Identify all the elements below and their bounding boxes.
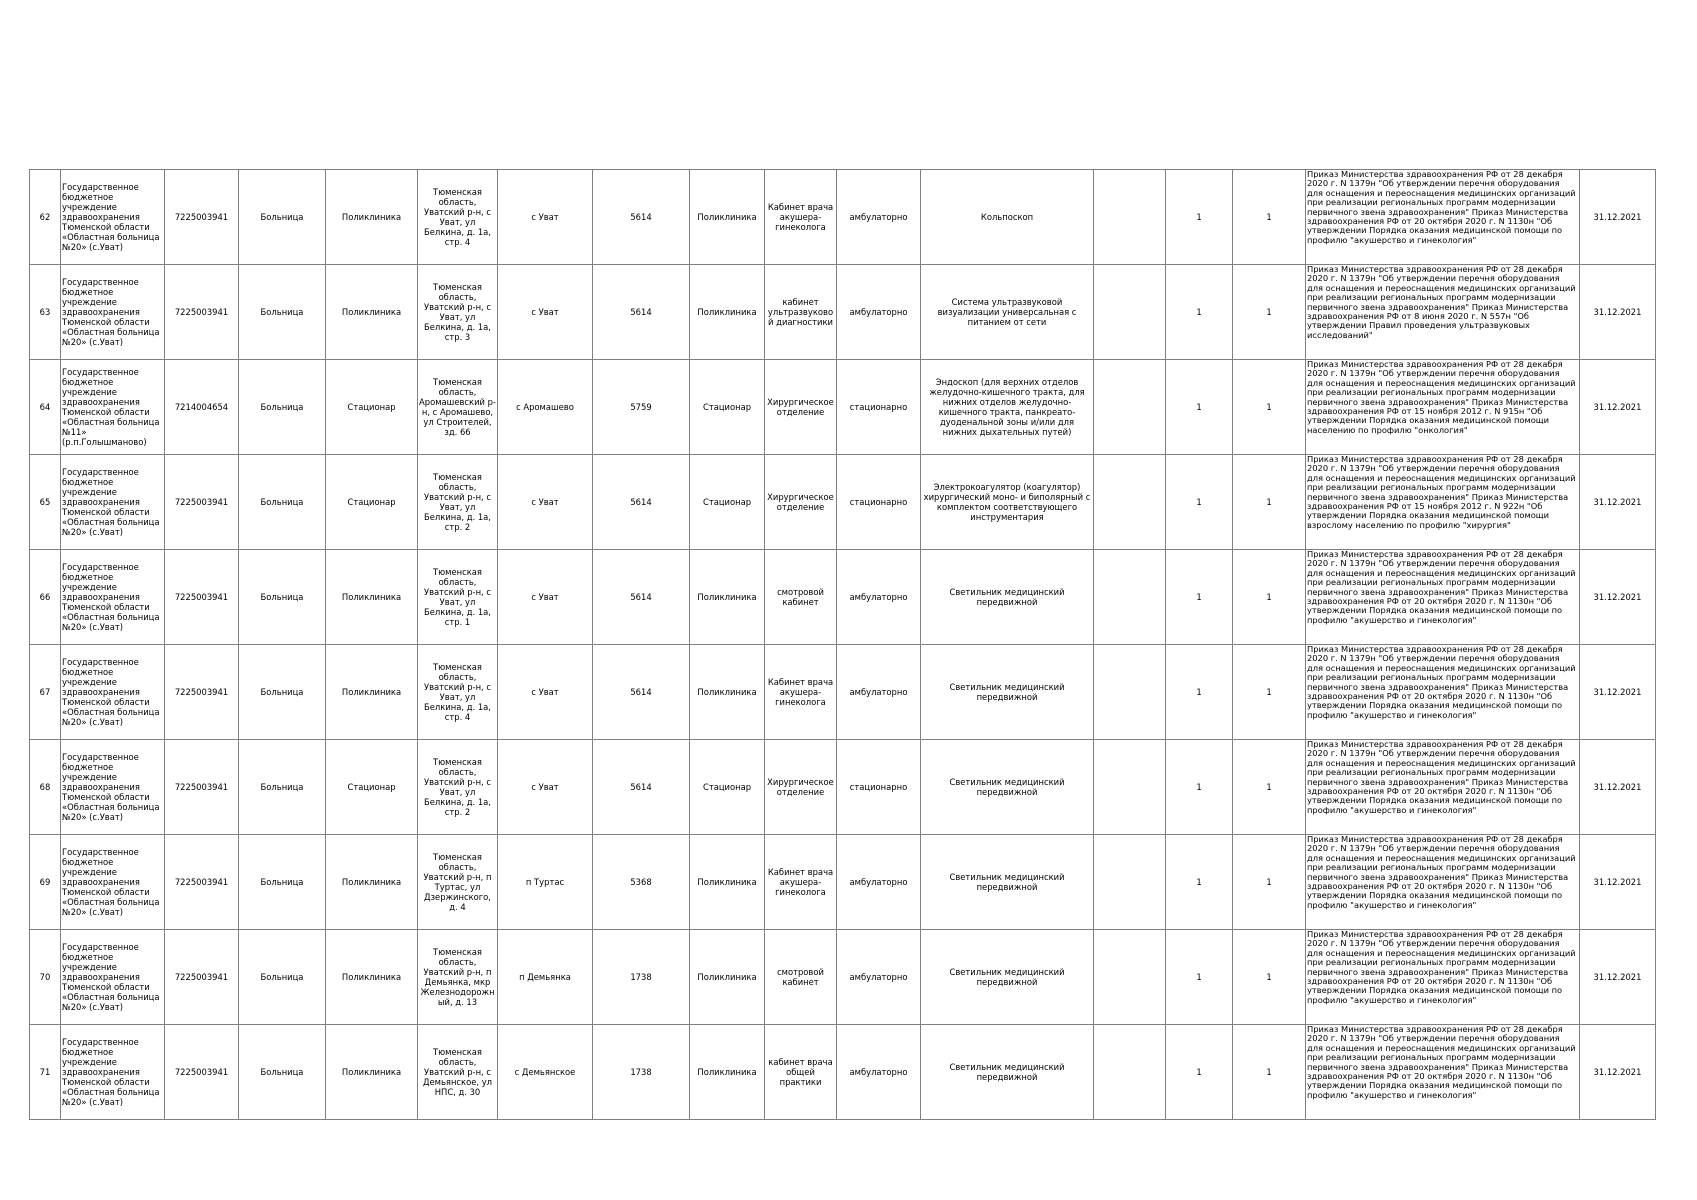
row-number-cell: 68 xyxy=(30,740,61,835)
organization-cell: Государственное бюджетное учреждение здравоохранения Тюменской области «Областная больница №20» (с.Уват) xyxy=(61,265,165,360)
equipment-cell: Электрокоагулятор (коагулятор) хирургический моно- и биполярный с комплектом соответствующего инструментария xyxy=(921,455,1094,550)
empty-cell xyxy=(1094,360,1166,455)
row-number-cell: 62 xyxy=(30,170,61,265)
equipment-cell: Светильник медицинский передвижной xyxy=(921,1025,1094,1120)
division-cell: Поликлиника xyxy=(326,170,418,265)
organization-cell: Государственное бюджетное учреждение здравоохранения Тюменской области «Областная больница №20» (с.Уват) xyxy=(61,645,165,740)
row-number-cell: 71 xyxy=(30,1025,61,1120)
date-cell: 31.12.2021 xyxy=(1580,740,1656,835)
organization-cell: Государственное бюджетное учреждение здравоохранения Тюменской области «Областная больница №20» (с.Уват) xyxy=(61,740,165,835)
date-cell: 31.12.2021 xyxy=(1580,645,1656,740)
inn-cell: 7225003941 xyxy=(165,835,239,930)
address-cell: Тюменская область, Уватский р-н, с Уват, ул Белкина, д. 1а, стр. 2 xyxy=(418,455,498,550)
division-cell: Поликлиника xyxy=(326,265,418,360)
equipment-cell: Светильник медицинский передвижной xyxy=(921,645,1094,740)
unit-cell: Стационар xyxy=(690,740,765,835)
quantity-cell: 1 xyxy=(1166,170,1233,265)
table-row xyxy=(30,1025,1656,1120)
unit-cell: Поликлиника xyxy=(690,645,765,740)
empty-cell xyxy=(1094,455,1166,550)
table-row xyxy=(30,265,1656,360)
facility-type-cell: Больница xyxy=(239,835,326,930)
address-cell: Тюменская область, Уватский р-н, с Уват, ул Белкина, д. 1а, стр. 4 xyxy=(418,170,498,265)
settlement-cell: с Уват xyxy=(498,645,593,740)
settlement-cell: п Демьянка xyxy=(498,930,593,1025)
division-cell: Поликлиника xyxy=(326,645,418,740)
table-row xyxy=(30,645,1656,740)
room-cell: Кабинет врача акушера-гинеколога xyxy=(765,835,837,930)
empty-cell xyxy=(1094,740,1166,835)
care-form-cell: стационарно xyxy=(837,455,921,550)
room-cell: Хирургическое отделение xyxy=(765,740,837,835)
code-cell: 5614 xyxy=(593,645,690,740)
settlement-cell: с Уват xyxy=(498,740,593,835)
order-reference-cell: Приказ Министерства здравоохранения РФ от 28 декабря 2020 г. N 1379н "Об утверждении перечня оборудования для оснащения и переоснащения медицинских организаций при реализации региональных программ модернизации первичного звена здравоохранения" Приказ Министерства здравоохранения РФ от 20 октября 2020 г. N 1130н "Об утверждении Порядка оказания медицинской помощи по профилю "акушерство и гинекология" xyxy=(1306,550,1580,645)
quantity-cell: 1 xyxy=(1166,645,1233,740)
address-cell: Тюменская область, Аромашевский р-н, с Аромашево, ул Строителей, зд. 66 xyxy=(418,360,498,455)
order-reference-cell: Приказ Министерства здравоохранения РФ от 28 декабря 2020 г. N 1379н "Об утверждении перечня оборудования для оснащения и переоснащения медицинских организаций при реализации региональных программ модернизации первичного звена здравоохранения" Приказ Министерства здравоохранения РФ от 20 октября 2020 г. N 1130н "Об утверждении Порядка оказания медицинской помощи по профилю "акушерство и гинекология" xyxy=(1306,930,1580,1025)
care-form-cell: амбулаторно xyxy=(837,1025,921,1120)
settlement-cell: с Уват xyxy=(498,170,593,265)
settlement-cell: с Уват xyxy=(498,550,593,645)
equipment-cell: Светильник медицинский передвижной xyxy=(921,930,1094,1025)
organization-cell: Государственное бюджетное учреждение здравоохранения Тюменской области «Областная больница №20» (с.Уват) xyxy=(61,930,165,1025)
facility-type-cell: Больница xyxy=(239,170,326,265)
table-row xyxy=(30,740,1656,835)
table-row xyxy=(30,455,1656,550)
order-reference-cell: Приказ Министерства здравоохранения РФ от 28 декабря 2020 г. N 1379н "Об утверждении перечня оборудования для оснащения и переоснащения медицинских организаций при реализации региональных программ модернизации первичного звена здравоохранения" Приказ Министерства здравоохранения РФ от 15 ноября 2012 г. N 915н "Об утверждении Порядка оказания медицинской помощи населению по профилю "онкология" xyxy=(1306,360,1580,455)
facility-type-cell: Больница xyxy=(239,645,326,740)
order-reference-cell: Приказ Министерства здравоохранения РФ от 28 декабря 2020 г. N 1379н "Об утверждении перечня оборудования для оснащения и переоснащения медицинских организаций при реализации региональных программ модернизации первичного звена здравоохранения" Приказ Министерства здравоохранения РФ от 8 июня 2020 г. N 557н "Об утверждении Правил проведения ультразвуковых исследований" xyxy=(1306,265,1580,360)
address-cell: Тюменская область, Уватский р-н, с Демьянское, ул НПС, д. 30 xyxy=(418,1025,498,1120)
facility-type-cell: Больница xyxy=(239,930,326,1025)
room-cell: Кабинет врача акушера-гинеколога xyxy=(765,645,837,740)
row-number-cell: 69 xyxy=(30,835,61,930)
room-cell: Хирургическое отделение xyxy=(765,360,837,455)
equipment-cell: Кольпоскоп xyxy=(921,170,1094,265)
address-cell: Тюменская область, Уватский р-н, с Уват, ул Белкина, д. 1а, стр. 4 xyxy=(418,645,498,740)
care-form-cell: амбулаторно xyxy=(837,550,921,645)
division-cell: Поликлиника xyxy=(326,550,418,645)
unit-cell: Стационар xyxy=(690,360,765,455)
organization-cell: Государственное бюджетное учреждение здравоохранения Тюменской области «Областная больница №20» (с.Уват) xyxy=(61,835,165,930)
date-cell: 31.12.2021 xyxy=(1580,930,1656,1025)
empty-cell xyxy=(1094,930,1166,1025)
quantity-cell: 1 xyxy=(1233,550,1306,645)
quantity-cell: 1 xyxy=(1233,265,1306,360)
order-reference-cell: Приказ Министерства здравоохранения РФ от 28 декабря 2020 г. N 1379н "Об утверждении перечня оборудования для оснащения и переоснащения медицинских организаций при реализации региональных программ модернизации первичного звена здравоохранения" Приказ Министерства здравоохранения РФ от 20 октября 2020 г. N 1130н "Об утверждении Порядка оказания медицинской помощи по профилю "акушерство и гинекология" xyxy=(1306,645,1580,740)
quantity-cell: 1 xyxy=(1233,930,1306,1025)
care-form-cell: амбулаторно xyxy=(837,170,921,265)
row-number-cell: 63 xyxy=(30,265,61,360)
facility-type-cell: Больница xyxy=(239,740,326,835)
table-row xyxy=(30,360,1656,455)
row-number-cell: 67 xyxy=(30,645,61,740)
quantity-cell: 1 xyxy=(1233,455,1306,550)
division-cell: Стационар xyxy=(326,455,418,550)
unit-cell: Поликлиника xyxy=(690,835,765,930)
quantity-cell: 1 xyxy=(1166,265,1233,360)
division-cell: Стационар xyxy=(326,740,418,835)
code-cell: 1738 xyxy=(593,1025,690,1120)
equipment-table xyxy=(29,169,1656,1120)
quantity-cell: 1 xyxy=(1233,645,1306,740)
division-cell: Поликлиника xyxy=(326,1025,418,1120)
table-row xyxy=(30,550,1656,645)
quantity-cell: 1 xyxy=(1233,740,1306,835)
inn-cell: 7225003941 xyxy=(165,455,239,550)
inn-cell: 7225003941 xyxy=(165,645,239,740)
quantity-cell: 1 xyxy=(1233,835,1306,930)
address-cell: Тюменская область, Уватский р-н, с Уват, ул Белкина, д. 1а, стр. 3 xyxy=(418,265,498,360)
address-cell: Тюменская область, Уватский р-н, с Уват, ул Белкина, д. 1а, стр. 1 xyxy=(418,550,498,645)
code-cell: 5759 xyxy=(593,360,690,455)
row-number-cell: 64 xyxy=(30,360,61,455)
inn-cell: 7225003941 xyxy=(165,740,239,835)
address-cell: Тюменская область, Уватский р-н, п Туртас, ул Дзержинского, д. 4 xyxy=(418,835,498,930)
code-cell: 5614 xyxy=(593,265,690,360)
settlement-cell: с Уват xyxy=(498,455,593,550)
care-form-cell: амбулаторно xyxy=(837,645,921,740)
settlement-cell: с Демьянское xyxy=(498,1025,593,1120)
division-cell: Поликлиника xyxy=(326,835,418,930)
facility-type-cell: Больница xyxy=(239,455,326,550)
order-reference-cell: Приказ Министерства здравоохранения РФ от 28 декабря 2020 г. N 1379н "Об утверждении перечня оборудования для оснащения и переоснащения медицинских организаций при реализации региональных программ модернизации первичного звена здравоохранения" Приказ Министерства здравоохранения РФ от 20 октября 2020 г. N 1130н "Об утверждении Порядка оказания медицинской помощи по профилю "акушерство и гинекология" xyxy=(1306,1025,1580,1120)
room-cell: кабинет врача общей практики xyxy=(765,1025,837,1120)
unit-cell: Поликлиника xyxy=(690,170,765,265)
care-form-cell: амбулаторно xyxy=(837,930,921,1025)
inn-cell: 7225003941 xyxy=(165,170,239,265)
address-cell: Тюменская область, Уватский р-н, с Уват, ул Белкина, д. 1а, стр. 2 xyxy=(418,740,498,835)
inn-cell: 7225003941 xyxy=(165,1025,239,1120)
code-cell: 1738 xyxy=(593,930,690,1025)
order-reference-cell: Приказ Министерства здравоохранения РФ от 28 декабря 2020 г. N 1379н "Об утверждении перечня оборудования для оснащения и переоснащения медицинских организаций при реализации региональных программ модернизации первичного звена здравоохранения" Приказ Министерства здравоохранения РФ от 20 октября 2020 г. N 1130н "Об утверждении Порядка оказания медицинской помощи по профилю "акушерство и гинекология" xyxy=(1306,835,1580,930)
organization-cell: Государственное бюджетное учреждение здравоохранения Тюменской области «Областная больница №20» (с.Уват) xyxy=(61,550,165,645)
empty-cell xyxy=(1094,265,1166,360)
care-form-cell: стационарно xyxy=(837,360,921,455)
code-cell: 5614 xyxy=(593,170,690,265)
quantity-cell: 1 xyxy=(1166,1025,1233,1120)
date-cell: 31.12.2021 xyxy=(1580,360,1656,455)
equipment-cell: Светильник медицинский передвижной xyxy=(921,740,1094,835)
empty-cell xyxy=(1094,835,1166,930)
quantity-cell: 1 xyxy=(1166,360,1233,455)
date-cell: 31.12.2021 xyxy=(1580,455,1656,550)
equipment-cell: Эндоскоп (для верхних отделов желудочно-кишечного тракта, для нижних отделов желудочно-кишечного тракта, панкреато-дуоденальной зоны и/или для нижних дыхательных путей) xyxy=(921,360,1094,455)
quantity-cell: 1 xyxy=(1166,740,1233,835)
organization-cell: Государственное бюджетное учреждение здравоохранения Тюменской области «Областная больница №11» (р.п.Голышманово) xyxy=(61,360,165,455)
division-cell: Поликлиника xyxy=(326,930,418,1025)
quantity-cell: 1 xyxy=(1166,930,1233,1025)
facility-type-cell: Больница xyxy=(239,1025,326,1120)
settlement-cell: с Уват xyxy=(498,265,593,360)
unit-cell: Поликлиника xyxy=(690,930,765,1025)
quantity-cell: 1 xyxy=(1233,170,1306,265)
organization-cell: Государственное бюджетное учреждение здравоохранения Тюменской области «Областная больница №20» (с.Уват) xyxy=(61,455,165,550)
inn-cell: 7225003941 xyxy=(165,550,239,645)
code-cell: 5368 xyxy=(593,835,690,930)
address-cell: Тюменская область, Уватский р-н, п Демьянка, мкр Железнодорожный, д. 13 xyxy=(418,930,498,1025)
date-cell: 31.12.2021 xyxy=(1580,265,1656,360)
quantity-cell: 1 xyxy=(1233,360,1306,455)
organization-cell: Государственное бюджетное учреждение здравоохранения Тюменской области «Областная больница №20» (с.Уват) xyxy=(61,170,165,265)
room-cell: кабинет ультразвуково й диагностики xyxy=(765,265,837,360)
unit-cell: Поликлиника xyxy=(690,265,765,360)
quantity-cell: 1 xyxy=(1233,1025,1306,1120)
quantity-cell: 1 xyxy=(1166,455,1233,550)
facility-type-cell: Больница xyxy=(239,265,326,360)
unit-cell: Поликлиника xyxy=(690,1025,765,1120)
order-reference-cell: Приказ Министерства здравоохранения РФ от 28 декабря 2020 г. N 1379н "Об утверждении перечня оборудования для оснащения и переоснащения медицинских организаций при реализации региональных программ модернизации первичного звена здравоохранения" Приказ Министерства здравоохранения РФ от 20 октября 2020 г. N 1130н "Об утверждении Порядка оказания медицинской помощи по профилю "акушерство и гинекология" xyxy=(1306,170,1580,265)
room-cell: смотровой кабинет xyxy=(765,930,837,1025)
facility-type-cell: Больница xyxy=(239,360,326,455)
equipment-cell: Светильник медицинский передвижной xyxy=(921,550,1094,645)
empty-cell xyxy=(1094,645,1166,740)
table-row xyxy=(30,170,1656,265)
order-reference-cell: Приказ Министерства здравоохранения РФ от 28 декабря 2020 г. N 1379н "Об утверждении перечня оборудования для оснащения и переоснащения медицинских организаций при реализации региональных программ модернизации первичного звена здравоохранения" Приказ Министерства здравоохранения РФ от 15 ноября 2012 г. N 922н "Об утверждении Порядка оказания медицинской помощи взрослому населению по профилю "хирургия" xyxy=(1306,455,1580,550)
quantity-cell: 1 xyxy=(1166,835,1233,930)
date-cell: 31.12.2021 xyxy=(1580,1025,1656,1120)
empty-cell xyxy=(1094,170,1166,265)
date-cell: 31.12.2021 xyxy=(1580,835,1656,930)
date-cell: 31.12.2021 xyxy=(1580,550,1656,645)
division-cell: Стационар xyxy=(326,360,418,455)
room-cell: Хирургическое отделение xyxy=(765,455,837,550)
room-cell: смотровой кабинет xyxy=(765,550,837,645)
unit-cell: Стационар xyxy=(690,455,765,550)
table-row xyxy=(30,930,1656,1025)
row-number-cell: 65 xyxy=(30,455,61,550)
order-reference-cell: Приказ Министерства здравоохранения РФ от 28 декабря 2020 г. N 1379н "Об утверждении перечня оборудования для оснащения и переоснащения медицинских организаций при реализации региональных программ модернизации первичного звена здравоохранения" Приказ Министерства здравоохранения РФ от 20 октября 2020 г. N 1130н "Об утверждении Порядка оказания медицинской помощи по профилю "акушерство и гинекология" xyxy=(1306,740,1580,835)
care-form-cell: амбулаторно xyxy=(837,835,921,930)
empty-cell xyxy=(1094,1025,1166,1120)
quantity-cell: 1 xyxy=(1166,550,1233,645)
equipment-cell: Система ультразвуковой визуализации универсальная с питанием от сети xyxy=(921,265,1094,360)
unit-cell: Поликлиника xyxy=(690,550,765,645)
inn-cell: 7225003941 xyxy=(165,930,239,1025)
room-cell: Кабинет врача акушера-гинеколога xyxy=(765,170,837,265)
date-cell: 31.12.2021 xyxy=(1580,170,1656,265)
code-cell: 5614 xyxy=(593,455,690,550)
organization-cell: Государственное бюджетное учреждение здравоохранения Тюменской области «Областная больница №20» (с.Уват) xyxy=(61,1025,165,1120)
code-cell: 5614 xyxy=(593,550,690,645)
row-number-cell: 66 xyxy=(30,550,61,645)
table-row xyxy=(30,835,1656,930)
row-number-cell: 70 xyxy=(30,930,61,1025)
care-form-cell: амбулаторно xyxy=(837,265,921,360)
empty-cell xyxy=(1094,550,1166,645)
code-cell: 5614 xyxy=(593,740,690,835)
settlement-cell: п Туртас xyxy=(498,835,593,930)
care-form-cell: стационарно xyxy=(837,740,921,835)
facility-type-cell: Больница xyxy=(239,550,326,645)
inn-cell: 7214004654 xyxy=(165,360,239,455)
settlement-cell: с Аромашево xyxy=(498,360,593,455)
equipment-cell: Светильник медицинский передвижной xyxy=(921,835,1094,930)
inn-cell: 7225003941 xyxy=(165,265,239,360)
